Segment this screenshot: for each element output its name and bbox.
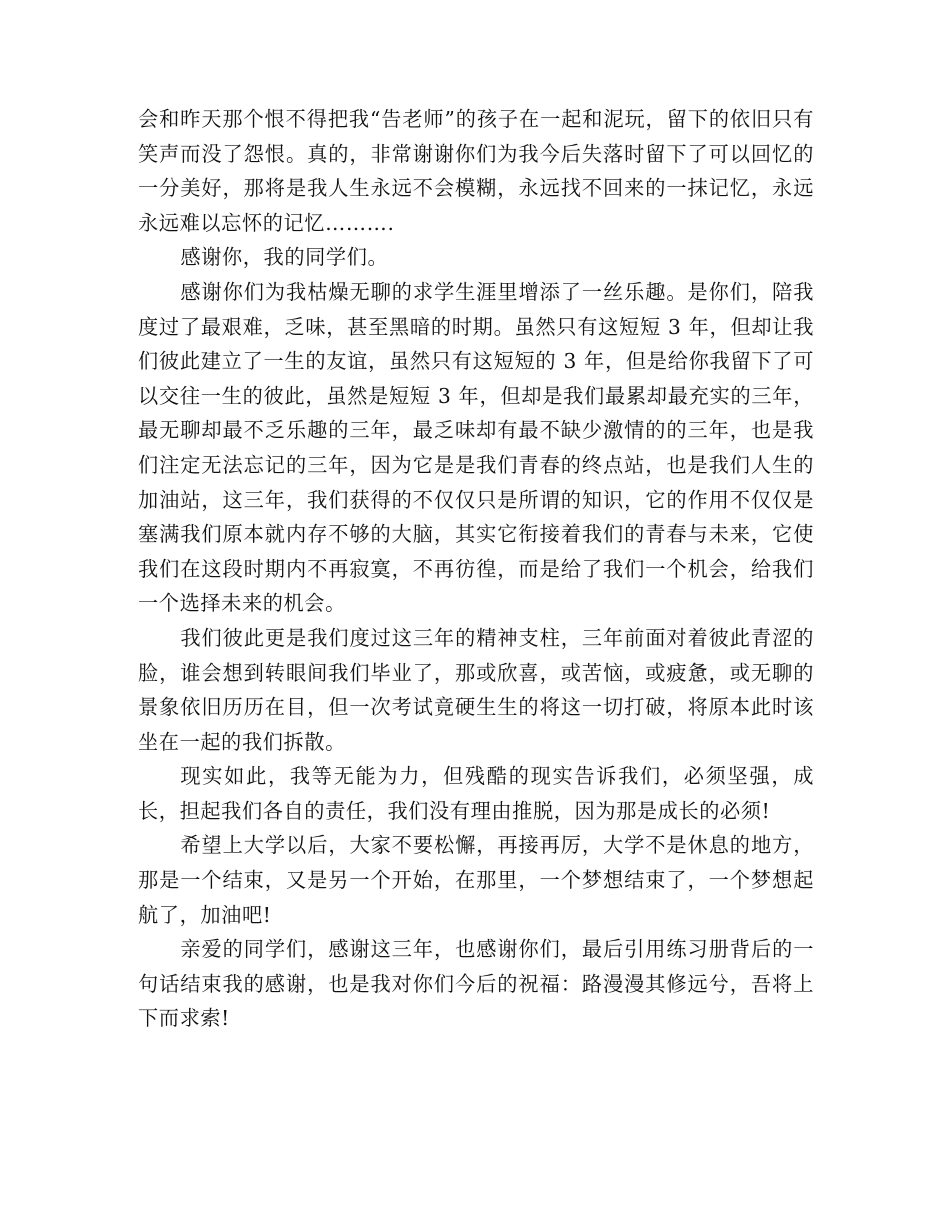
paragraph-three-years: 感谢你们为我枯燥无聊的求学生涯里增添了一丝乐趣。是你们，陪我度过了最艰难，乏味，甚至黑暗的时期。虽然只有这短短 3 年，但却让我们彼此建立了一生的友谊，虽然只有这短短的 3 年，但是给你我留下了可以交往一生的彼此，虽然是短短 3 年，但却是我们最累却最充实的三年，最无聊却最不乏乐趣的三年，最乏味却有最不缺少激情的的三年，也是我们注定无法忘记的三年，因为它是是我们青春的终点站，也是我们人生的加油站，这三年，我们获得的不仅仅只是所谓的知识，它的作用不仅仅是塞满我们原本就内存不够的大脑，其实它衔接着我们的青春与未来，它使我们在这段时期内不再寂寞，不再彷徨，而是给了我们一个机会，给我们一个选择未来的机会。 [138,279,814,616]
paragraph-reality: 现实如此，我等无能为力，但残酷的现实告诉我们，必须坚强，成长，担起我们各自的责任，我们没有理由推脱，因为那是成长的必须! [138,764,814,823]
paragraph-closing-blessing: 亲爱的同学们，感谢这三年，也感谢你们，最后引用练习册背后的一句话结束我的感谢，也是我对你们今后的祝福：路漫漫其修远兮，吾将上下而求索! [138,937,814,1031]
paragraph-thanks-classmates: 感谢你，我的同学们。 [180,245,389,270]
paragraph-spiritual-pillar: 我们彼此更是我们度过这三年的精神支柱，三年前面对着彼此青涩的脸，谁会想到转眼间我们毕业了，那或欣喜，或苦恼，或疲惫，或无聊的景象依旧历历在目，但一次考试竟硬生生的将这一切打破，将原本此时该坐在一起的我们拆散。 [138,625,814,754]
paragraph-university-hope: 希望上大学以后，大家不要松懈，再接再厉，大学不是休息的地方，那是一个结束，又是另一个开始，在那里，一个梦想结束了，一个梦想起航了，加油吧! [138,833,814,927]
document-body [138,102,814,1036]
paragraph-continuation: 会和昨天那个恨不得把我“告老师”的孩子在一起和泥玩，留下的依旧只有笑声而没了怨恨。真的，非常谢谢你们为我今后失落时留下了可以回忆的一分美好，那将是我人生永远不会模糊，永远找不回来的一抹记忆，永远永远难以忘怀的记忆………. [138,107,814,235]
